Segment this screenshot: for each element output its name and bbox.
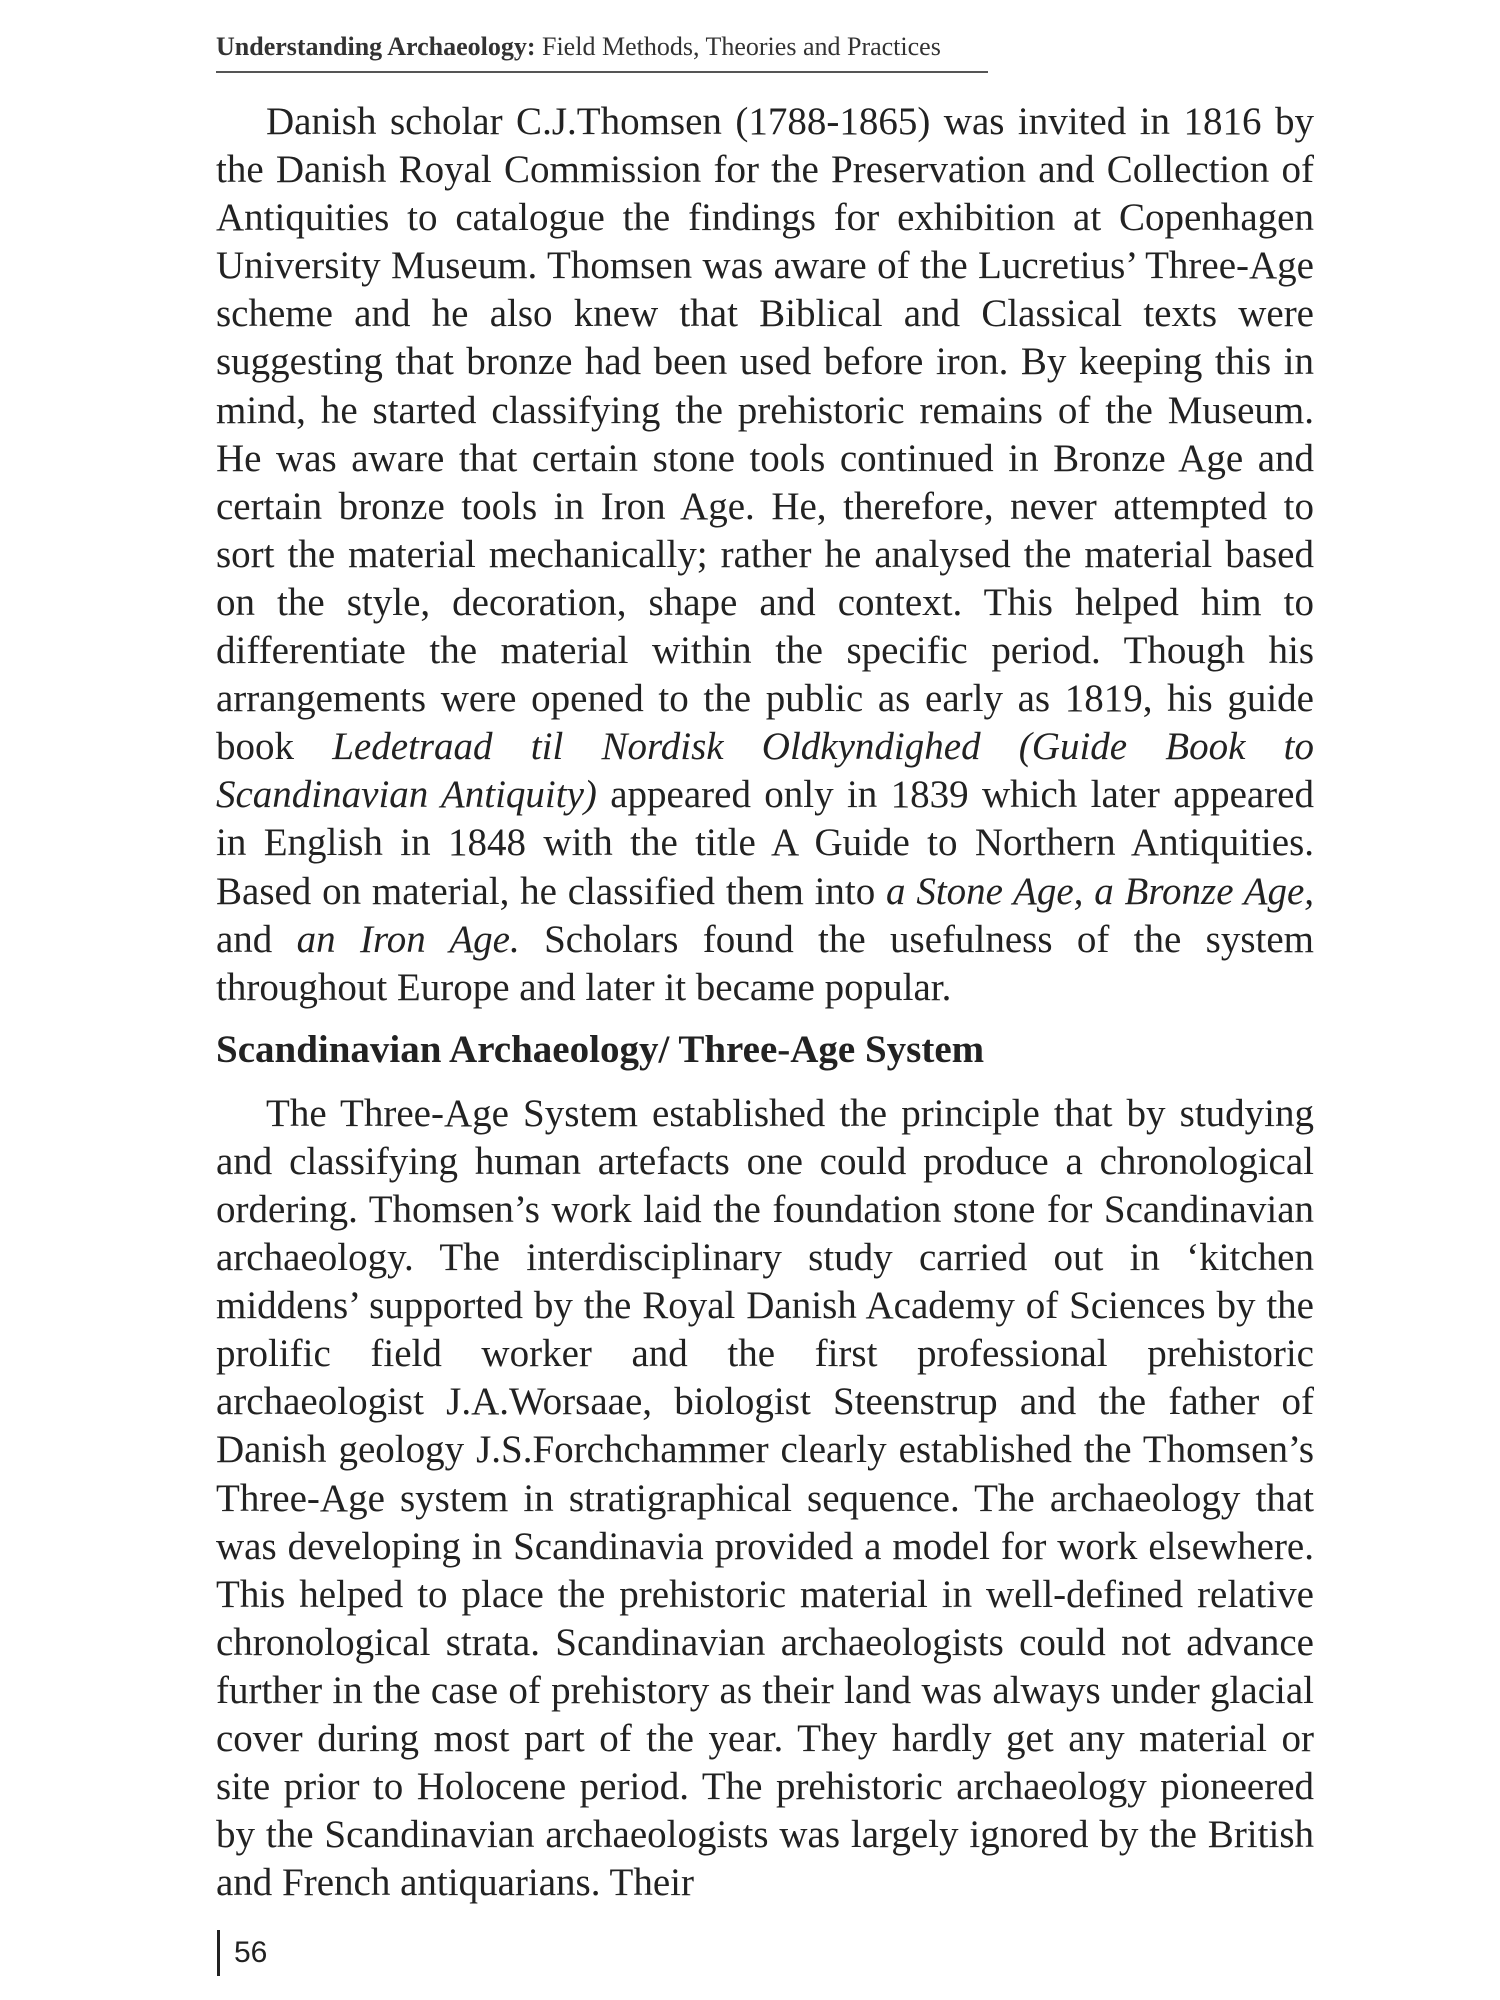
running-header — [216, 30, 996, 64]
paragraph-1-part-2: appeared only in 1839 which later appeared in English in 1848 with the title A Guide to Northern Antiquities. Based on material, he classified them into — [216, 773, 1314, 913]
body-text — [216, 98, 1314, 1907]
page-number-rule — [217, 1930, 220, 1976]
header-book-title: Understanding Archaeology: — [216, 32, 536, 61]
paragraph-1-part-1: Danish scholar C.J.Thomsen (1788-1865) was invited in 1816 by the Danish Royal Commission for the Preservation and Collection of Antiquities to catalogue the findings for exhibition at Copenhagen University Museum. Thomsen was aware of the Lucretius’ Three-Age scheme and he also knew that Biblical and Classical texts were suggesting that bronze had been used before iron. By keeping this in mind, he started classifying the prehistoric remains of the Museum. He was aware that certain stone tools continued in Bronze Age and certain bronze tools in Iron Age. He, therefore, never attempted to sort the material mechanically; rather he analysed the material based on the style, decoration, shape and context. This helped him to differentiate the material within the specific period. Though his arrangements were opened to the public as early as 1819, his guide book — [216, 100, 1314, 769]
paragraph-1-part-3: and — [216, 917, 297, 961]
page-number: 56 — [234, 1936, 268, 1969]
paragraph-three-age-system: The Three-Age System established the principle that by studying and classifying human artefacts one could produce a chronological ordering. Thomsen’s work laid the foundation stone for Scandinavian archaeology. The interdisciplinary study carried out in ‘kitchen middens’ supported by the Royal Danish Academy of Sciences by the prolific field worker and the first professional prehistoric archaeologist J.A.Worsaae, biologist Steenstrup and the father of Danish geology J.S.Forchchammer clearly established the Thomsen’s Three-Age system in stratigraphical sequence. The archaeology that was developing in Scandinavia provided a model for work elsewhere. This helped to place the prehistoric material in well-defined relative chronological strata. Scandinavian archaeologists could not advance further in the case of prehistory as their land was always under glacial cover during most part of the year. They hardly get any material or site prior to Holocene period. The prehistoric archaeology pioneered by the Scandinavian archaeologists was largely ignored by the British and French antiquarians. Their — [216, 1091, 1314, 1905]
header-rule — [216, 71, 988, 73]
iron-age-term: an Iron Age. — [296, 917, 520, 961]
header-book-subtitle: Field Methods, Theories and Practices — [535, 32, 941, 61]
paragraph-thomsen — [216, 98, 1314, 1012]
paragraph-1-part-4: Scholars found the usefulness of the system throughout Europe and later it became popular. — [216, 917, 1314, 1009]
guide-book-title: Ledetraad til Nordisk Oldkyndighed (Guide Book to Scandinavian Antiquity) — [216, 725, 1314, 817]
stone-bronze-age-term: a Stone Age, a Bronze Age, — [886, 869, 1315, 913]
section-heading: Scandinavian Archaeology/ Three-Age System — [216, 1027, 985, 1071]
